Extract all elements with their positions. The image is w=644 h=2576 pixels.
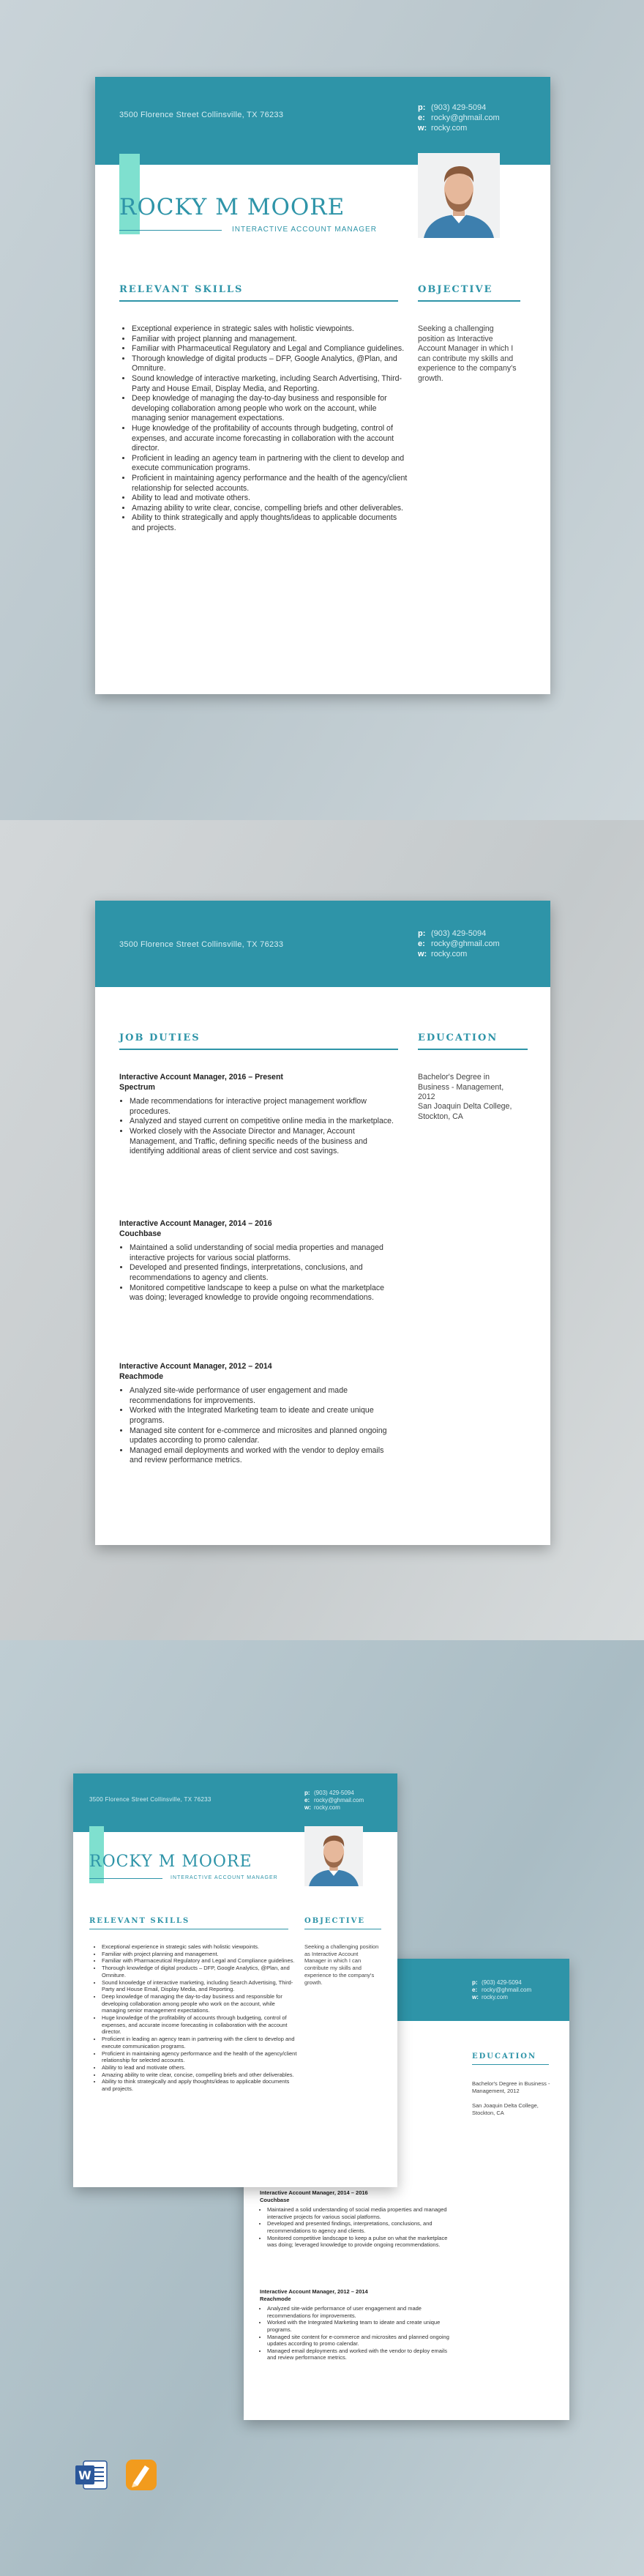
skill-item: • Huge knowledge of the profitability of accounts through budgeting, control of expenses, and accurate income forecasting in collaboration with the account director. <box>102 2014 299 2036</box>
job-bullets-2 <box>260 2206 457 2249</box>
email-label: e: <box>472 1987 478 1993</box>
objective-heading: OBJECTIVE <box>304 1917 365 1925</box>
job-company-3: Reachmode <box>260 2295 291 2302</box>
email-value: rocky@ghmail.com <box>431 113 500 122</box>
skill-item: • Ability to think strategically and apply thoughts/ideas to applicable documents and projects. <box>102 2078 299 2092</box>
skill-item: • Familiar with project planning and management. <box>132 335 408 345</box>
job-title-2: Interactive Account Manager, 2014 – 2016 <box>260 2189 368 2196</box>
email-label: e: <box>418 939 425 948</box>
profile-photo <box>418 153 500 238</box>
skill-item: • Proficient in maintaining agency performance and the health of the agency/client relationship for selected accounts. <box>132 474 408 494</box>
title-rule <box>89 1878 162 1879</box>
skills-heading: RELEVANT SKILLS <box>119 284 244 295</box>
education-heading-rule <box>472 2064 549 2065</box>
job-bullets-3 <box>260 2305 457 2361</box>
education-heading-rule <box>418 1049 528 1050</box>
list-item: • Managed email deployments and worked with the vendor to deploy emails and review performance metrics. <box>130 1446 399 1466</box>
list-item: • Analyzed site-wide performance of user engagement and made recommendations for improvements. <box>130 1386 399 1406</box>
job-title: INTERACTIVE ACCOUNT MANAGER <box>232 226 377 234</box>
app-icons <box>73 2457 168 2501</box>
skill-item: • Familiar with Pharmaceutical Regulatory and Legal and Compliance guidelines. <box>132 344 408 354</box>
web-value: rocky.com <box>482 1994 508 2000</box>
skill-item: • Thorough knowledge of digital products – DFP, Google Analytics, @Plan, and Omniture. <box>132 354 408 374</box>
header-address: 3500 Florence Street Collinsville, TX 76233 <box>119 940 284 949</box>
job-title-3: Interactive Account Manager, 2012 – 2014 <box>260 2288 368 2295</box>
email-value: rocky@ghmail.com <box>482 1987 532 1993</box>
word-icon <box>73 2457 110 2493</box>
job-company-1: Spectrum <box>119 1082 155 1092</box>
education-school: San Joaquin Delta College, Stockton, CA <box>472 2102 539 2116</box>
list-item: • Developed and presented findings, interpretations, conclusions, and recommendations to agency and clients. <box>267 2220 457 2234</box>
objective-text: Seeking a challenging position as Interactive Account Manager in which I can contribute my skills and experience to the company's growth. <box>304 1943 379 1986</box>
objective-text: Seeking a challenging position as Interactive Account Manager in which I can contribute my skills and experience to the company's growth. <box>418 324 517 383</box>
education-school: San Joaquin Delta College, Stockton, CA <box>418 1102 512 1121</box>
objective-heading-rule <box>418 300 520 302</box>
skill-item: • Sound knowledge of interactive marketing, including Search Advertising, Third-Party and House Email, Display Media, and Reporting. <box>132 374 408 394</box>
job-duties-heading-rule <box>119 1049 398 1050</box>
job-title-3: Interactive Account Manager, 2012 – 2014 <box>119 1362 272 1371</box>
education-heading: EDUCATION <box>472 2052 537 2061</box>
list-item: • Monitored competitive landscape to keep a pulse on what the marketplace was doing; leveraged knowledge to provide ongoing recommendations. <box>130 1284 399 1303</box>
job-company-3: Reachmode <box>119 1371 164 1381</box>
job-title: INTERACTIVE ACCOUNT MANAGER <box>171 1875 278 1880</box>
list-item: • Analyzed and stayed current on competitive online media in the marketplace. <box>130 1117 399 1127</box>
contact-info <box>418 103 500 133</box>
education-degree: Bachelor's Degree in Business - Management, 2012 <box>472 2080 550 2094</box>
web-value: rocky.com <box>431 124 468 133</box>
skill-item: • Proficient in leading an agency team in partnering with the client to develop and execute communication programs. <box>102 2036 299 2050</box>
header-address: 3500 Florence Street Collinsville, TX 76233 <box>89 1796 211 1803</box>
skills-list <box>122 324 408 533</box>
list-item: • Monitored competitive landscape to keep a pulse on what the marketplace was doing; leveraged knowledge to provide ongoing recommendations. <box>267 2235 457 2249</box>
phone-label: p: <box>472 1979 478 1986</box>
email-label: e: <box>418 113 425 122</box>
skill-item: • Amazing ability to write clear, concise, compelling briefs and other deliverables. <box>132 504 408 514</box>
phone-label: p: <box>304 1790 310 1796</box>
list-item: • Worked closely with the Associate Director and Manager, Account Management, and Traffic, defining specific needs of the business and identifying additional areas of client service and cost savings. <box>130 1127 399 1157</box>
contact-info <box>304 1790 364 1812</box>
title-rule <box>119 230 222 231</box>
resume-page-1 <box>95 77 550 694</box>
profile-photo <box>304 1826 363 1886</box>
job-title-2: Interactive Account Manager, 2014 – 2016 <box>119 1219 272 1228</box>
list-item: • Maintained a solid understanding of social media properties and managed interactive projects for various social platforms. <box>130 1243 399 1263</box>
pages-icon <box>123 2457 160 2493</box>
page-header <box>95 77 550 165</box>
web-value: rocky.com <box>431 950 468 958</box>
job-entry-2 <box>119 1219 399 1303</box>
web-label: w: <box>304 1804 311 1811</box>
objective-heading: OBJECTIVE <box>418 284 493 295</box>
email-value: rocky@ghmail.com <box>431 939 500 948</box>
web-label: w: <box>472 1994 479 2000</box>
skill-item: • Ability to think strategically and apply thoughts/ideas to applicable documents and projects. <box>132 513 408 533</box>
list-item: • Maintained a solid understanding of social media properties and managed interactive projects for various social platforms. <box>267 2206 457 2220</box>
header-address: 3500 Florence Street Collinsville, TX 76233 <box>119 111 284 119</box>
phone-value: (903) 429-5094 <box>314 1790 354 1796</box>
job-bullets-3 <box>119 1386 399 1466</box>
list-item: • Managed email deployments and worked with the vendor to deploy emails and review performance metrics. <box>267 2348 457 2361</box>
contact-info <box>418 928 500 959</box>
web-value: rocky.com <box>314 1804 340 1811</box>
skill-item: • Familiar with project planning and management. <box>102 1951 299 1958</box>
contact-info <box>472 1979 531 2001</box>
skill-item: • Proficient in leading an agency team in partnering with the client to develop and execute communication programs. <box>132 454 408 474</box>
page-header <box>73 1773 397 1832</box>
skills-heading-rule <box>119 300 398 302</box>
skill-item: • Thorough knowledge of digital products – DFP, Google Analytics, @Plan, and Omniture. <box>102 1965 299 1978</box>
skill-item: • Sound knowledge of interactive marketing, including Search Advertising, Third-Party and House Email, Display Media, and Reporting. <box>102 1979 299 1993</box>
email-value: rocky@ghmail.com <box>314 1797 364 1803</box>
preview-page-1 <box>73 1773 397 2187</box>
list-item: • Developed and presented findings, interpretations, conclusions, and recommendations to agency and clients. <box>130 1263 399 1283</box>
skill-item: • Amazing ability to write clear, concise, compelling briefs and other deliverables. <box>102 2071 299 2079</box>
list-item: • Made recommendations for interactive project management workflow procedures. <box>130 1097 399 1117</box>
skill-item: • Familiar with Pharmaceutical Regulatory and Legal and Compliance guidelines. <box>102 1957 299 1965</box>
skill-item: • Proficient in maintaining agency performance and the health of the agency/client relationship for selected accounts. <box>102 2050 299 2064</box>
list-item: • Managed site content for e-commerce and microsites and planned ongoing updates according to promo calendar. <box>267 2334 457 2348</box>
skill-item: • Ability to lead and motivate others. <box>132 494 408 504</box>
email-label: e: <box>304 1797 310 1803</box>
phone-value: (903) 429-5094 <box>431 103 487 112</box>
job-entry-3 <box>119 1362 399 1466</box>
candidate-name: ROCKY M MOORE <box>89 1853 252 1871</box>
skills-list <box>92 1943 299 2093</box>
skill-item: • Exceptional experience in strategic sales with holistic viewpoints. <box>132 324 408 335</box>
job-duties-heading: JOB DUTIES <box>119 1032 201 1043</box>
job-bullets-1 <box>119 1097 399 1157</box>
job-bullets-2 <box>119 1243 399 1303</box>
list-item: • Analyzed site-wide performance of user engagement and made recommendations for improvements. <box>267 2305 457 2319</box>
svg-text:W: W <box>78 2468 91 2482</box>
job-title-1: Interactive Account Manager, 2016 – Present <box>119 1073 283 1082</box>
candidate-name: ROCKY M MOORE <box>119 194 345 220</box>
education-heading: EDUCATION <box>418 1032 498 1043</box>
skill-item: • Exceptional experience in strategic sales with holistic viewpoints. <box>102 1943 299 1951</box>
job-entry-1 <box>119 1073 399 1157</box>
phone-value: (903) 429-5094 <box>482 1979 522 1986</box>
phone-label: p: <box>418 103 426 112</box>
web-label: w: <box>418 950 427 958</box>
list-item: • Worked with the Integrated Marketing team to ideate and create unique programs. <box>130 1406 399 1426</box>
phone-value: (903) 429-5094 <box>431 929 487 938</box>
resume-page-2 <box>95 901 550 1545</box>
skills-heading: RELEVANT SKILLS <box>89 1917 190 1925</box>
job-entry-2 <box>260 2189 457 2249</box>
job-company-2: Couchbase <box>260 2196 290 2203</box>
list-item: • Worked with the Integrated Marketing team to ideate and create unique programs. <box>267 2319 457 2333</box>
skill-item: • Deep knowledge of managing the day-to-day business and responsible for developing collaboration among people who work on the account, while managing senior management expectations. <box>132 394 408 424</box>
job-entry-3 <box>260 2288 457 2361</box>
web-label: w: <box>418 124 427 133</box>
education-degree: Bachelor's Degree in Business - Management, 2012 <box>418 1073 504 1102</box>
skill-item: • Huge knowledge of the profitability of accounts through budgeting, control of expenses, and accurate income forecasting in collaboration with the account director. <box>132 424 408 454</box>
phone-label: p: <box>418 929 426 938</box>
skill-item: • Deep knowledge of managing the day-to-day business and responsible for developing collaboration among people who work on the account, while managing senior management expectations. <box>102 1993 299 2014</box>
job-company-2: Couchbase <box>119 1229 162 1238</box>
list-item: • Managed site content for e-commerce and microsites and planned ongoing updates according to promo calendar. <box>130 1426 399 1446</box>
page-header <box>95 901 550 987</box>
skill-item: • Ability to lead and motivate others. <box>102 2064 299 2071</box>
